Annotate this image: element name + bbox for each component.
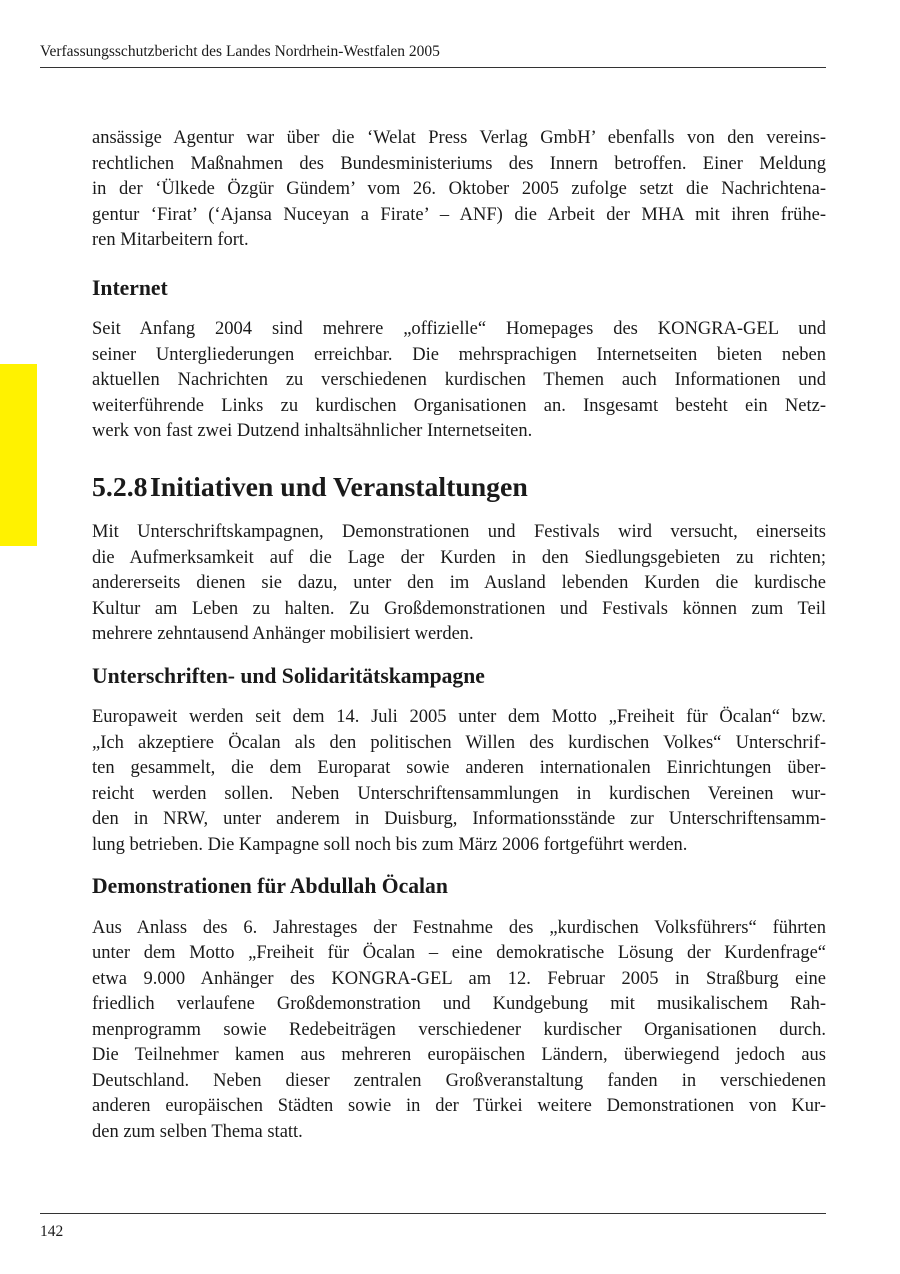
- heading-demonstrationen: Demonstrationen für Abdullah Öcalan: [92, 874, 448, 898]
- paragraph-demonstrationen: [92, 916, 826, 1146]
- page-content: [92, 126, 826, 1145]
- section-heading: [92, 471, 826, 503]
- text-line: gentur ‘Firat’ (‘Ajansa Nuceyan a Firate’ – ANF) die Arbeit der MHA mit ihren frühe-: [92, 204, 826, 225]
- text-line: Europaweit werden seit dem 14. Juli 2005 unter dem Motto „Freiheit für Öcalan“ bzw.: [92, 707, 826, 727]
- text-line: Deutschland. Neben dieser zentralen Großveranstaltung fanden in verschiedenen: [92, 1070, 826, 1091]
- header-rule: [40, 67, 826, 68]
- section-number: 5.2.8: [92, 471, 148, 503]
- text-line: Kultur am Leben zu halten. Zu Großdemonstrationen und Festivals können zum Teil: [92, 598, 826, 619]
- text-line: werk von fast zwei Dutzend inhaltsähnlicher Internetseiten.: [92, 421, 533, 441]
- footer-rule: [40, 1213, 826, 1214]
- text-line: ansässige Agentur war über die ‘Welat Press Verlag GmbH’ ebenfalls von den vereins-: [92, 128, 826, 148]
- text-line: etwa 9.000 Anhänger des KONGRA-GEL am 12. Februar 2005 in Straßburg eine: [92, 968, 826, 989]
- text-line: friedlich verlaufene Großdemonstration und Kundgebung mit musikalischem Rah-: [92, 994, 826, 1014]
- text-line: den in NRW, unter anderem in Duisburg, Informationsstände zur Unterschriftensamm-: [92, 809, 826, 829]
- text-line: den zum selben Thema statt.: [92, 1121, 303, 1142]
- heading-internet: Internet: [92, 275, 168, 300]
- text-line: in der ‘Ülkede Özgür Gündem’ vom 26. Oktober 2005 zufolge setzt die Nachrichtena-: [92, 179, 826, 199]
- page-number: 142: [40, 1223, 64, 1240]
- text-line: lung betrieben. Die Kampagne soll noch bis zum März 2006 fortgeführt werden.: [92, 834, 688, 855]
- text-line: Mit Unterschriftskampagnen, Demonstrationen und Festivals wird versucht, einerseits: [92, 522, 826, 542]
- text-line: aktuellen Nachrichten zu verschiedenen kurdischen Themen auch Informationen und: [92, 370, 826, 390]
- text-line: „Ich akzeptiere Öcalan als den politischen Willen des kurdischen Volkes“ Unterschrif-: [92, 732, 826, 753]
- chapter-marker: [0, 364, 37, 546]
- text-line: unter dem Motto „Freiheit für Öcalan – eine demokratische Lösung der Kurdenfrage“: [92, 943, 826, 963]
- heading-unterschriften: Unterschriften- und Solidaritätskampagne: [92, 663, 485, 688]
- text-line: Seit Anfang 2004 sind mehrere „offizielle“ Homepages des KONGRA-GEL und: [92, 319, 826, 339]
- paragraph-intro: [92, 126, 826, 254]
- text-line: andererseits dienen sie dazu, unter den im Ausland lebenden Kurden die kurdische: [92, 573, 826, 593]
- text-line: menprogramm sowie Redebeiträgen verschiedener kurdischer Organisationen durch.: [92, 1019, 826, 1040]
- text-line: ren Mitarbeitern fort.: [92, 230, 249, 250]
- text-line: Aus Anlass des 6. Jahrestages der Festnahme des „kurdischen Volksführers“ führten: [92, 917, 826, 938]
- paragraph-initiativen: [92, 520, 826, 648]
- text-line: seiner Untergliederungen erreichbar. Die mehrsprachigen Internetseiten bieten neben: [92, 344, 826, 365]
- paragraph-unterschriften: [92, 705, 826, 858]
- text-line: mehrere zehntausend Anhänger mobilisiert werden.: [92, 624, 474, 644]
- running-header: Verfassungsschutzbericht des Landes Nordrhein-Westfalen 2005: [40, 43, 440, 60]
- text-line: anderen europäischen Städten sowie in der Türkei weitere Demonstrationen von Kur-: [92, 1096, 826, 1116]
- paragraph-internet: [92, 317, 826, 445]
- text-line: rechtlichen Maßnahmen des Bundesministeriums des Innern betroffen. Einer Meldung: [92, 153, 826, 174]
- text-line: die Aufmerksamkeit auf die Lage der Kurden in den Siedlungsgebieten zu richten;: [92, 547, 826, 568]
- text-line: reicht werden sollen. Neben Unterschriftensammlungen in kurdischen Vereinen wur-: [92, 783, 826, 804]
- section-title: Initiativen und Veranstaltungen: [150, 471, 528, 503]
- text-line: ten gesammelt, die dem Europarat sowie anderen internationalen Einrichtungen über-: [92, 758, 826, 778]
- text-line: Die Teilnehmer kamen aus mehreren europäischen Ländern, überwiegend jedoch aus: [92, 1045, 826, 1065]
- text-line: weiterführende Links zu kurdischen Organisationen an. Insgesamt besteht ein Netz-: [92, 395, 826, 416]
